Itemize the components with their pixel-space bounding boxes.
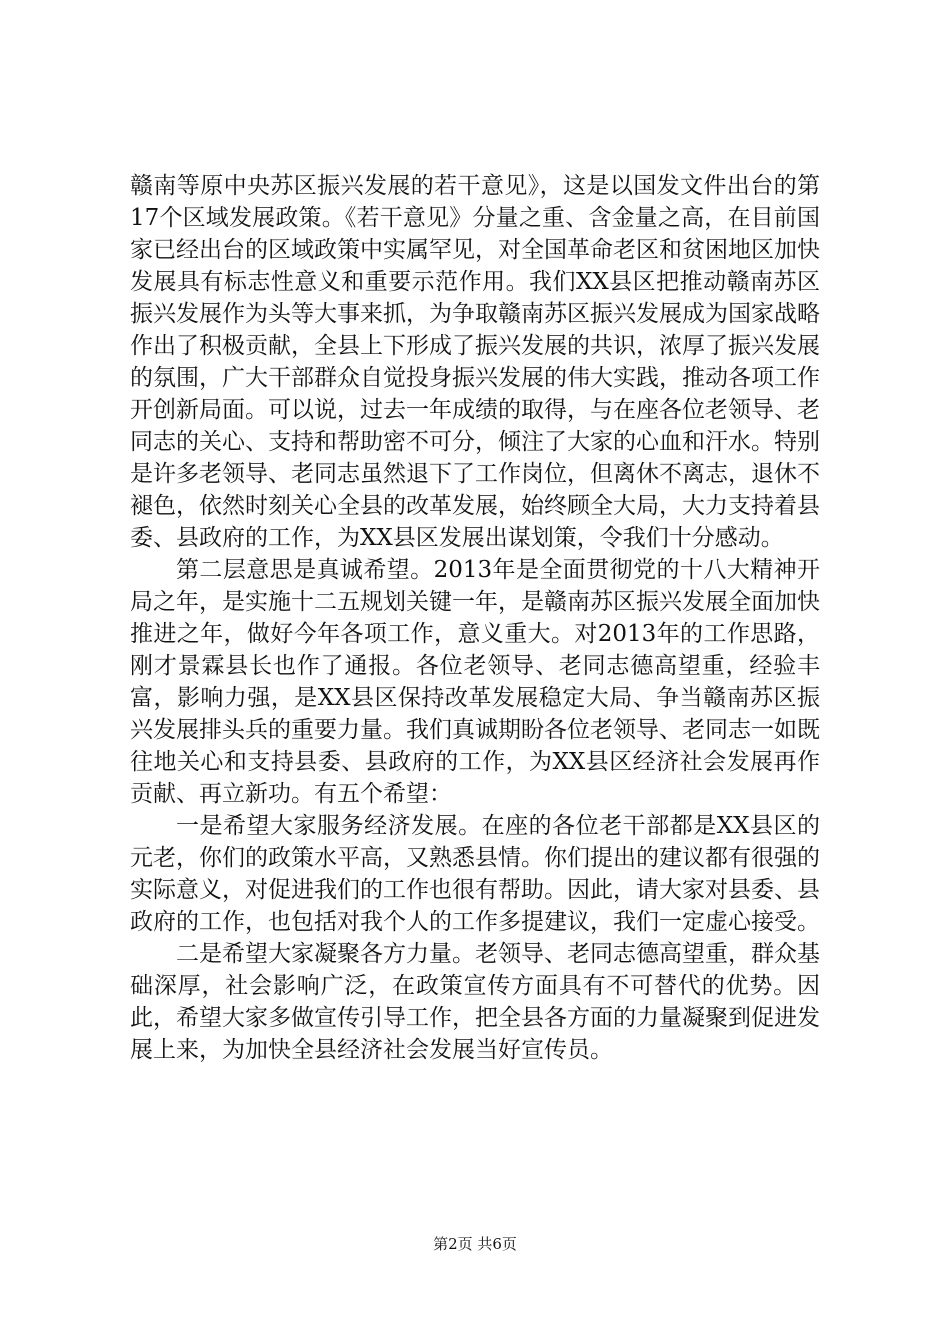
paragraph-hope-two: 二是希望大家凝聚各方力量。老领导、老同志德高望重，群众基础深厚，社会影响广泛，在政策宣传方面具有不可替代的优势。因此，希望大家多做宣传引导工作，把全县各方面的力量凝聚到促进发展上来，为加快全县经济社会发展当好宣传员。 [130, 941, 820, 1063]
document-body [130, 170, 820, 1066]
paragraph-continuation: 赣南等原中央苏区振兴发展的若干意见》，这是以国发文件出台的第17个区域发展政策。《若干意见》分量之重、含金量之高，在目前国家已经出台的区域政策中实属罕见，对全国革命老区和贫困地区加快发展具有标志性意义和重要示范作用。我们XX县区把推动赣南苏区振兴发展作为头等大事来抓，为争取赣南苏区振兴发展成为国家战略作出了积极贡献，全县上下形成了振兴发展的共识，浓厚了振兴发展的氛围，广大干部群众自觉投身振兴发展的伟大实践，推动各项工作开创新局面。可以说，过去一年成绩的取得，与在座各位老领导、老同志的关心、支持和帮助密不可分，倾注了大家的心血和汗水。特别是许多老领导、老同志虽然退下了工作岗位，但离休不离志，退休不褪色，依然时刻关心全县的改革发展，始终顾全大局，大力支持着县委、县政府的工作，为XX县区发展出谋划策，令我们十分感动。 [130, 173, 820, 551]
paragraph-hope-one: 一是希望大家服务经济发展。在座的各位老干部都是XX县区的元老，你们的政策水平高，又熟悉县情。你们提出的建议都有很强的实际意义，对促进我们的工作也很有帮助。因此，请大家对县委、县政府的工作，也包括对我个人的工作多提建议，我们一定虚心接受。 [130, 813, 820, 935]
paragraph-sincere-hope: 第二层意思是真诚希望。2013年是全面贯彻党的十八大精神开局之年，是实施十二五规划关键一年，是赣南苏区振兴发展全面加快推进之年，做好今年各项工作，意义重大。对2013年的工作思路，刚才景霖县长也作了通报。各位老领导、老同志德高望重，经验丰富，影响力强，是XX县区保持改革发展稳定大局、争当赣南苏区振兴发展排头兵的重要力量。我们真诚期盼各位老领导、老同志一如既往地关心和支持县委、县政府的工作，为XX县区经济社会发展再作贡献、再立新功。有五个希望： [130, 557, 820, 807]
page-number-footer: 第2页 共6页 [433, 1235, 517, 1253]
